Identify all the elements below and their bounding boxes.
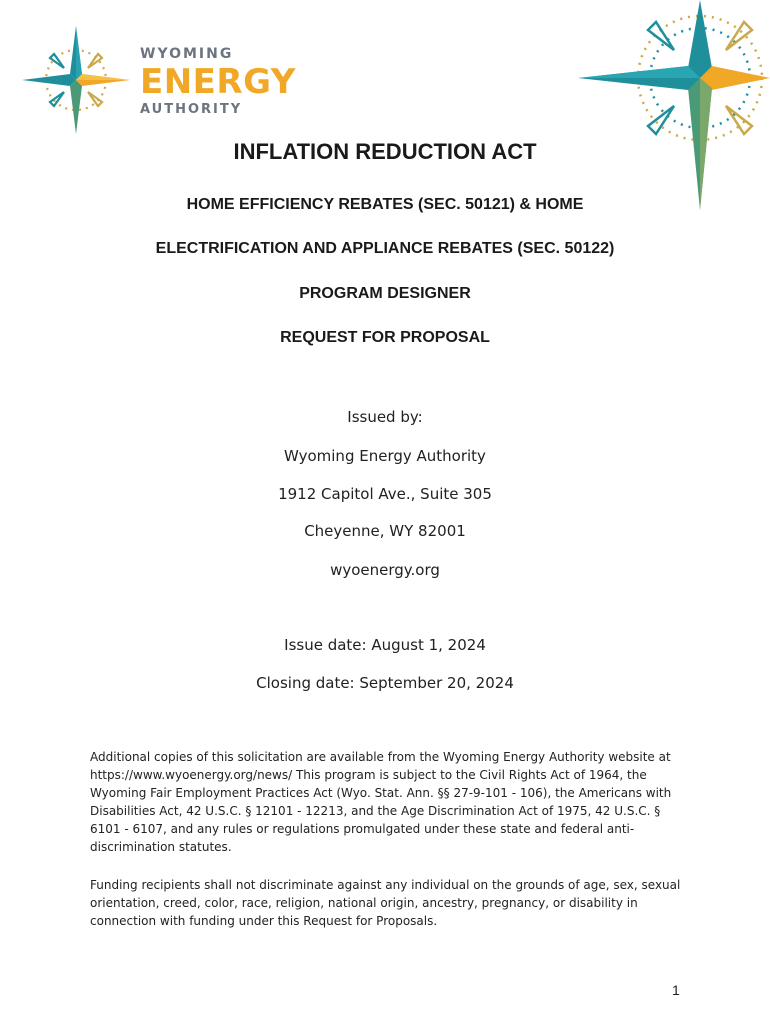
issued-by-label: Issued by: [347,408,423,426]
subtitle-request-for-proposal: REQUEST FOR PROPOSAL [280,329,490,346]
subtitle-line-2: ELECTRIFICATION AND APPLIANCE REBATES (SEC. 50122) [155,240,615,257]
closing-date: Closing date: September 20, 2024 [256,674,514,692]
subtitle-line-1: HOME EFFICIENCY REBATES (SEC. 50121) & HOME [186,196,584,213]
issuer-name: Wyoming Energy Authority [284,447,486,465]
logo-line-authority: AUTHORITY [140,102,243,117]
nondiscrimination-paragraph: Funding recipients shall not discriminate against any individual on the grounds of age, sex, sexual orientation, creed, color, race, religion, national origin, ancestry, pregnancy, or disability in connection with funding under this Request for Proposals. [90,878,681,928]
logo-line-wyoming: WYOMING [140,46,234,62]
document-title: INFLATION REDUCTION ACT [233,139,537,164]
subtitle-program-designer: PROGRAM DESIGNER [299,285,471,302]
issuer-address: 1912 Capitol Ave., Suite 305 [278,485,492,503]
compass-star-icon [578,0,770,212]
issuer-website: wyoenergy.org [330,561,440,579]
decorative-compass-graphic [578,0,770,212]
wyoming-energy-authority-logo [20,22,310,140]
issue-date: Issue date: August 1, 2024 [284,636,486,654]
page-number: 1 [672,982,680,998]
issuer-city: Cheyenne, WY 82001 [304,522,466,540]
compass-star-icon [20,22,138,140]
solicitation-notice-paragraph: Additional copies of this solicitation are available from the Wyoming Energy Authority website at https://www.wyoenergy.org/news/ This program is subject to the Civil Rights Act of 1964, the Wyoming Fair Employment Practices Act (Wyo. Stat. Ann. §§ 27-9-101 - 106), the Americans with Disabilities Act, 42 U.S.C. § 12101 - 12213, and the Age Discrimination Act of 1975, 42 U.S.C. § 6101 - 6107, and any rules or regulations promulgated under these state and federal anti-discrimination statutes. [90,750,672,854]
logo-line-energy: ENERGY [140,62,296,102]
